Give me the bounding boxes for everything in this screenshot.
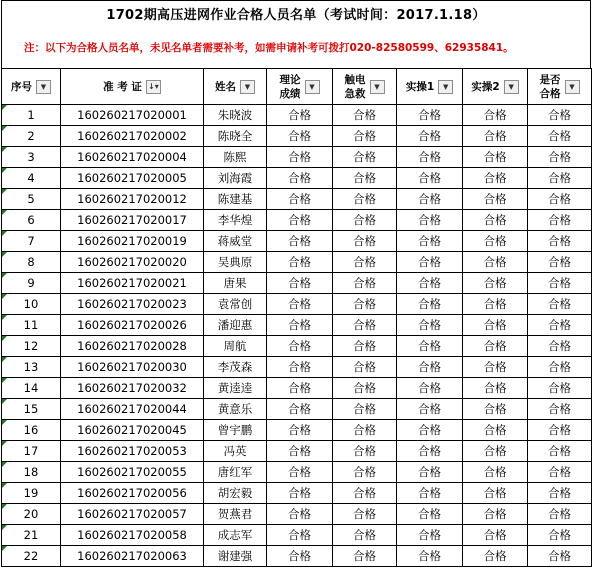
cell-practical-2[interactable]: 合格 xyxy=(463,210,528,231)
cell-index[interactable]: 9 xyxy=(2,273,61,294)
cell-error-marker-icon xyxy=(2,357,7,362)
cell-practical-1[interactable]: 合格 xyxy=(397,147,463,168)
cell-first-aid[interactable]: 合格 xyxy=(333,231,397,252)
cell-first-aid[interactable]: 合格 xyxy=(333,147,397,168)
cell-name[interactable]: 吴典原 xyxy=(204,252,267,273)
cell-practical-2[interactable]: 合格 xyxy=(463,252,528,273)
filter-dropdown-icon[interactable]: ▼ xyxy=(504,80,519,94)
cell-index[interactable]: 22 xyxy=(2,546,61,567)
cell-qualified[interactable]: 合格 xyxy=(528,420,592,441)
cell-theory-score[interactable]: 合格 xyxy=(267,399,333,420)
column-header-name xyxy=(204,69,267,105)
cell-index[interactable]: 16 xyxy=(2,420,61,441)
column-header-label: 是否 合格 xyxy=(539,73,561,100)
cell-practical-1[interactable]: 合格 xyxy=(397,441,463,462)
cell-practical-1[interactable]: 合格 xyxy=(397,525,463,546)
filter-dropdown-icon[interactable]: ▼ xyxy=(305,80,320,94)
cell-theory-score[interactable]: 合格 xyxy=(267,441,333,462)
cell-theory-score[interactable]: 合格 xyxy=(267,546,333,567)
cell-practical-2[interactable]: 合格 xyxy=(463,126,528,147)
cell-index[interactable]: 11 xyxy=(2,315,61,336)
cell-name[interactable]: 胡宏毅 xyxy=(204,483,267,504)
cell-name[interactable]: 成志军 xyxy=(204,525,267,546)
cell-error-marker-icon xyxy=(2,504,7,509)
cell-practical-1[interactable]: 合格 xyxy=(397,504,463,525)
cell-index[interactable]: 4 xyxy=(2,168,61,189)
filter-dropdown-icon[interactable]: ▼ xyxy=(240,80,255,94)
cell-name[interactable]: 陈建基 xyxy=(204,189,267,210)
cell-exam-id[interactable]: 160260217020020 xyxy=(61,252,204,273)
cell-exam-id[interactable]: 160260217020053 xyxy=(61,441,204,462)
column-header-practical-1 xyxy=(397,69,463,105)
cell-theory-score[interactable]: 合格 xyxy=(267,462,333,483)
cell-index[interactable]: 15 xyxy=(2,399,61,420)
cell-error-marker-icon xyxy=(2,294,7,299)
cell-practical-1[interactable]: 合格 xyxy=(397,420,463,441)
column-header-exam-id xyxy=(61,69,204,105)
cell-first-aid[interactable]: 合格 xyxy=(333,168,397,189)
cell-exam-id[interactable]: 160260217020056 xyxy=(61,483,204,504)
cell-exam-id[interactable]: 160260217020012 xyxy=(61,189,204,210)
cell-practical-2[interactable]: 合格 xyxy=(463,231,528,252)
cell-first-aid[interactable]: 合格 xyxy=(333,252,397,273)
table-row xyxy=(2,483,592,504)
cell-index[interactable]: 2 xyxy=(2,126,61,147)
table-row xyxy=(2,441,592,462)
cell-exam-id[interactable]: 160260217020002 xyxy=(61,126,204,147)
cell-qualified[interactable]: 合格 xyxy=(528,105,592,126)
cell-error-marker-icon xyxy=(2,399,7,404)
column-header-label: 准 考 证 xyxy=(103,80,142,93)
table-row xyxy=(2,420,592,441)
cell-first-aid[interactable]: 合格 xyxy=(333,462,397,483)
cell-error-marker-icon xyxy=(2,462,7,467)
cell-practical-2[interactable]: 合格 xyxy=(463,462,528,483)
cell-error-marker-icon xyxy=(2,189,7,194)
cell-index[interactable]: 20 xyxy=(2,504,61,525)
column-header-practical-2 xyxy=(463,69,528,105)
cell-qualified[interactable]: 合格 xyxy=(528,441,592,462)
cell-index[interactable]: 12 xyxy=(2,336,61,357)
cell-practical-1[interactable]: 合格 xyxy=(397,189,463,210)
cell-error-marker-icon xyxy=(2,420,7,425)
cell-theory-score[interactable]: 合格 xyxy=(267,105,333,126)
cell-index[interactable]: 10 xyxy=(2,294,61,315)
cell-error-marker-icon xyxy=(2,315,7,320)
cell-first-aid[interactable]: 合格 xyxy=(333,504,397,525)
cell-theory-score[interactable]: 合格 xyxy=(267,336,333,357)
sort-filter-icon[interactable]: ↓▾ xyxy=(146,80,161,94)
cell-name[interactable]: 刘海霞 xyxy=(204,168,267,189)
cell-index[interactable]: 3 xyxy=(2,147,61,168)
cell-first-aid[interactable]: 合格 xyxy=(333,441,397,462)
filter-dropdown-icon[interactable]: ▼ xyxy=(370,80,385,94)
cell-first-aid[interactable]: 合格 xyxy=(333,420,397,441)
cell-name[interactable]: 陈晓全 xyxy=(204,126,267,147)
cell-qualified[interactable]: 合格 xyxy=(528,357,592,378)
cell-theory-score[interactable]: 合格 xyxy=(267,294,333,315)
cell-name[interactable]: 袁常创 xyxy=(204,294,267,315)
table-row xyxy=(2,378,592,399)
cell-exam-id[interactable]: 160260217020063 xyxy=(61,546,204,567)
cell-practical-1[interactable]: 合格 xyxy=(397,126,463,147)
cell-qualified[interactable]: 合格 xyxy=(528,399,592,420)
cell-theory-score[interactable]: 合格 xyxy=(267,378,333,399)
cell-practical-2[interactable]: 合格 xyxy=(463,273,528,294)
table-row xyxy=(2,504,592,525)
cell-name[interactable]: 潘迎惠 xyxy=(204,315,267,336)
table-row xyxy=(2,210,592,231)
cell-qualified[interactable]: 合格 xyxy=(528,336,592,357)
table-row xyxy=(2,105,592,126)
cell-practical-1[interactable]: 合格 xyxy=(397,231,463,252)
cell-index[interactable]: 7 xyxy=(2,231,61,252)
cell-qualified[interactable]: 合格 xyxy=(528,231,592,252)
table-row xyxy=(2,399,592,420)
table-row xyxy=(2,336,592,357)
cell-name[interactable]: 李华煌 xyxy=(204,210,267,231)
cell-qualified[interactable]: 合格 xyxy=(528,546,592,567)
cell-qualified[interactable]: 合格 xyxy=(528,189,592,210)
cell-exam-id[interactable]: 160260217020017 xyxy=(61,210,204,231)
table-row xyxy=(2,315,592,336)
cell-exam-id[interactable]: 160260217020055 xyxy=(61,462,204,483)
cell-practical-1[interactable]: 合格 xyxy=(397,105,463,126)
cell-practical-1[interactable]: 合格 xyxy=(397,210,463,231)
cell-theory-score[interactable]: 合格 xyxy=(267,315,333,336)
cell-first-aid[interactable]: 合格 xyxy=(333,399,397,420)
sheet-title: 1702期高压进网作业合格人员名单（考试时间：2017.1.18） xyxy=(1,0,591,26)
column-header-theory-score xyxy=(267,69,333,105)
cell-practical-2[interactable]: 合格 xyxy=(463,357,528,378)
cell-theory-score[interactable]: 合格 xyxy=(267,147,333,168)
cell-name[interactable]: 唐果 xyxy=(204,273,267,294)
cell-first-aid[interactable]: 合格 xyxy=(333,105,397,126)
cell-theory-score[interactable]: 合格 xyxy=(267,273,333,294)
cell-practical-1[interactable]: 合格 xyxy=(397,294,463,315)
cell-name[interactable]: 曾宇鹏 xyxy=(204,420,267,441)
cell-name[interactable]: 蒋威堂 xyxy=(204,231,267,252)
cell-practical-2[interactable]: 合格 xyxy=(463,504,528,525)
cell-error-marker-icon xyxy=(2,210,7,215)
cell-name[interactable]: 唐红军 xyxy=(204,462,267,483)
cell-error-marker-icon xyxy=(2,168,7,173)
cell-theory-score[interactable]: 合格 xyxy=(267,420,333,441)
cell-qualified[interactable]: 合格 xyxy=(528,252,592,273)
cell-practical-2[interactable]: 合格 xyxy=(463,483,528,504)
cell-practical-1[interactable]: 合格 xyxy=(397,336,463,357)
column-header-qualified xyxy=(528,69,592,105)
table-row xyxy=(2,147,592,168)
cell-error-marker-icon xyxy=(2,483,7,488)
cell-exam-id[interactable]: 160260217020032 xyxy=(61,378,204,399)
cell-name[interactable]: 朱晓波 xyxy=(204,105,267,126)
column-header-label: 实操2 xyxy=(471,80,500,93)
cell-exam-id[interactable]: 160260217020045 xyxy=(61,420,204,441)
cell-name[interactable]: 谢建强 xyxy=(204,546,267,567)
cell-first-aid[interactable]: 合格 xyxy=(333,336,397,357)
cell-qualified[interactable]: 合格 xyxy=(528,294,592,315)
cell-index[interactable]: 5 xyxy=(2,189,61,210)
cell-index[interactable]: 1 xyxy=(2,105,61,126)
table-row xyxy=(2,273,592,294)
header-row xyxy=(2,69,592,105)
cell-error-marker-icon xyxy=(2,336,7,341)
cell-error-marker-icon xyxy=(2,147,7,152)
cell-theory-score[interactable]: 合格 xyxy=(267,210,333,231)
cell-error-marker-icon xyxy=(2,378,7,383)
cell-name[interactable]: 李茂森 xyxy=(204,357,267,378)
cell-exam-id[interactable]: 160260217020057 xyxy=(61,504,204,525)
table-row xyxy=(2,546,592,567)
table-row xyxy=(2,189,592,210)
column-header-index xyxy=(2,69,61,105)
cell-exam-id[interactable]: 160260217020001 xyxy=(61,105,204,126)
table-row xyxy=(2,357,592,378)
cell-name[interactable]: 黄逵逵 xyxy=(204,378,267,399)
cell-exam-id[interactable]: 160260217020021 xyxy=(61,273,204,294)
column-header-label: 触电 急救 xyxy=(344,73,366,100)
cell-name[interactable]: 贺燕君 xyxy=(204,504,267,525)
cell-theory-score[interactable]: 合格 xyxy=(267,189,333,210)
table-row xyxy=(2,126,592,147)
cell-first-aid[interactable]: 合格 xyxy=(333,273,397,294)
cell-practical-1[interactable]: 合格 xyxy=(397,315,463,336)
cell-qualified[interactable]: 合格 xyxy=(528,126,592,147)
cell-practical-2[interactable]: 合格 xyxy=(463,147,528,168)
cell-error-marker-icon xyxy=(2,441,7,446)
cell-practical-1[interactable]: 合格 xyxy=(397,483,463,504)
column-header-label: 实操1 xyxy=(405,80,435,93)
cell-practical-2[interactable]: 合格 xyxy=(463,441,528,462)
cell-exam-id[interactable]: 160260217020030 xyxy=(61,357,204,378)
cell-practical-1[interactable]: 合格 xyxy=(397,168,463,189)
cell-error-marker-icon xyxy=(2,231,7,236)
cell-first-aid[interactable]: 合格 xyxy=(333,525,397,546)
cell-qualified[interactable]: 合格 xyxy=(528,483,592,504)
cell-practical-2[interactable]: 合格 xyxy=(463,420,528,441)
column-header-label: 序号 xyxy=(11,80,32,93)
cell-qualified[interactable]: 合格 xyxy=(528,147,592,168)
cell-error-marker-icon xyxy=(2,252,7,257)
cell-theory-score[interactable]: 合格 xyxy=(267,126,333,147)
cell-index[interactable]: 17 xyxy=(2,441,61,462)
cell-theory-score[interactable]: 合格 xyxy=(267,252,333,273)
cell-practical-2[interactable]: 合格 xyxy=(463,294,528,315)
cell-practical-2[interactable]: 合格 xyxy=(463,525,528,546)
cell-name[interactable]: 周航 xyxy=(204,336,267,357)
cell-qualified[interactable]: 合格 xyxy=(528,462,592,483)
cell-theory-score[interactable]: 合格 xyxy=(267,231,333,252)
cell-name[interactable]: 冯英 xyxy=(204,441,267,462)
cell-practical-1[interactable]: 合格 xyxy=(397,357,463,378)
cell-exam-id[interactable]: 160260217020028 xyxy=(61,336,204,357)
cell-index[interactable]: 6 xyxy=(2,210,61,231)
cell-index[interactable]: 14 xyxy=(2,378,61,399)
cell-first-aid[interactable]: 合格 xyxy=(333,378,397,399)
cell-qualified[interactable]: 合格 xyxy=(528,378,592,399)
cell-theory-score[interactable]: 合格 xyxy=(267,525,333,546)
cell-qualified[interactable]: 合格 xyxy=(528,168,592,189)
table-body xyxy=(2,105,592,567)
column-header-label: 理论 成绩 xyxy=(279,73,301,100)
column-header-label: 姓名 xyxy=(215,80,236,93)
cell-first-aid[interactable]: 合格 xyxy=(333,546,397,567)
cell-error-marker-icon xyxy=(2,546,7,551)
cell-name[interactable]: 陈熙 xyxy=(204,147,267,168)
cell-qualified[interactable]: 合格 xyxy=(528,210,592,231)
cell-exam-id[interactable]: 160260217020026 xyxy=(61,315,204,336)
cell-qualified[interactable]: 合格 xyxy=(528,504,592,525)
cell-qualified[interactable]: 合格 xyxy=(528,273,592,294)
cell-first-aid[interactable]: 合格 xyxy=(333,294,397,315)
cell-practical-1[interactable]: 合格 xyxy=(397,378,463,399)
filter-dropdown-icon[interactable]: ▼ xyxy=(36,80,51,94)
cell-practical-2[interactable]: 合格 xyxy=(463,189,528,210)
notice-text: 注：以下为合格人员名单，未见名单者需要补考，如需申请补考可拨打020-82580599、62935841。 xyxy=(1,26,591,68)
cell-first-aid[interactable]: 合格 xyxy=(333,189,397,210)
cell-qualified[interactable]: 合格 xyxy=(528,525,592,546)
cell-first-aid[interactable]: 合格 xyxy=(333,315,397,336)
cell-practical-2[interactable]: 合格 xyxy=(463,336,528,357)
cell-exam-id[interactable]: 160260217020005 xyxy=(61,168,204,189)
cell-index[interactable]: 21 xyxy=(2,525,61,546)
cell-index[interactable]: 13 xyxy=(2,357,61,378)
cell-exam-id[interactable]: 160260217020004 xyxy=(61,147,204,168)
cell-name[interactable]: 黄意乐 xyxy=(204,399,267,420)
table-row xyxy=(2,462,592,483)
filter-dropdown-icon[interactable]: ▼ xyxy=(565,80,580,94)
cell-error-marker-icon xyxy=(2,126,7,131)
cell-practical-1[interactable]: 合格 xyxy=(397,252,463,273)
cell-exam-id[interactable]: 160260217020019 xyxy=(61,231,204,252)
cell-practical-1[interactable]: 合格 xyxy=(397,399,463,420)
cell-exam-id[interactable]: 160260217020044 xyxy=(61,399,204,420)
table-row xyxy=(2,525,592,546)
table-row xyxy=(2,252,592,273)
column-header-first-aid xyxy=(333,69,397,105)
table-row xyxy=(2,294,592,315)
cell-first-aid[interactable]: 合格 xyxy=(333,483,397,504)
filter-dropdown-icon[interactable]: ▼ xyxy=(438,80,453,94)
cell-error-marker-icon xyxy=(2,525,7,530)
cell-exam-id[interactable]: 160260217020058 xyxy=(61,525,204,546)
cell-practical-2[interactable]: 合格 xyxy=(463,378,528,399)
cell-theory-score[interactable]: 合格 xyxy=(267,168,333,189)
cell-theory-score[interactable]: 合格 xyxy=(267,357,333,378)
cell-practical-1[interactable]: 合格 xyxy=(397,546,463,567)
cell-first-aid[interactable]: 合格 xyxy=(333,210,397,231)
cell-error-marker-icon xyxy=(2,105,7,110)
cell-index[interactable]: 18 xyxy=(2,462,61,483)
results-table xyxy=(1,68,592,567)
cell-practical-1[interactable]: 合格 xyxy=(397,273,463,294)
cell-first-aid[interactable]: 合格 xyxy=(333,126,397,147)
cell-theory-score[interactable]: 合格 xyxy=(267,483,333,504)
cell-error-marker-icon xyxy=(2,273,7,278)
table-row xyxy=(2,231,592,252)
cell-theory-score[interactable]: 合格 xyxy=(267,504,333,525)
cell-index[interactable]: 8 xyxy=(2,252,61,273)
cell-first-aid[interactable]: 合格 xyxy=(333,357,397,378)
cell-exam-id[interactable]: 160260217020023 xyxy=(61,294,204,315)
cell-practical-2[interactable]: 合格 xyxy=(463,546,528,567)
cell-qualified[interactable]: 合格 xyxy=(528,315,592,336)
cell-practical-2[interactable]: 合格 xyxy=(463,315,528,336)
cell-practical-2[interactable]: 合格 xyxy=(463,399,528,420)
cell-practical-2[interactable]: 合格 xyxy=(463,105,528,126)
cell-practical-2[interactable]: 合格 xyxy=(463,168,528,189)
cell-index[interactable]: 19 xyxy=(2,483,61,504)
table-row xyxy=(2,168,592,189)
cell-practical-1[interactable]: 合格 xyxy=(397,462,463,483)
